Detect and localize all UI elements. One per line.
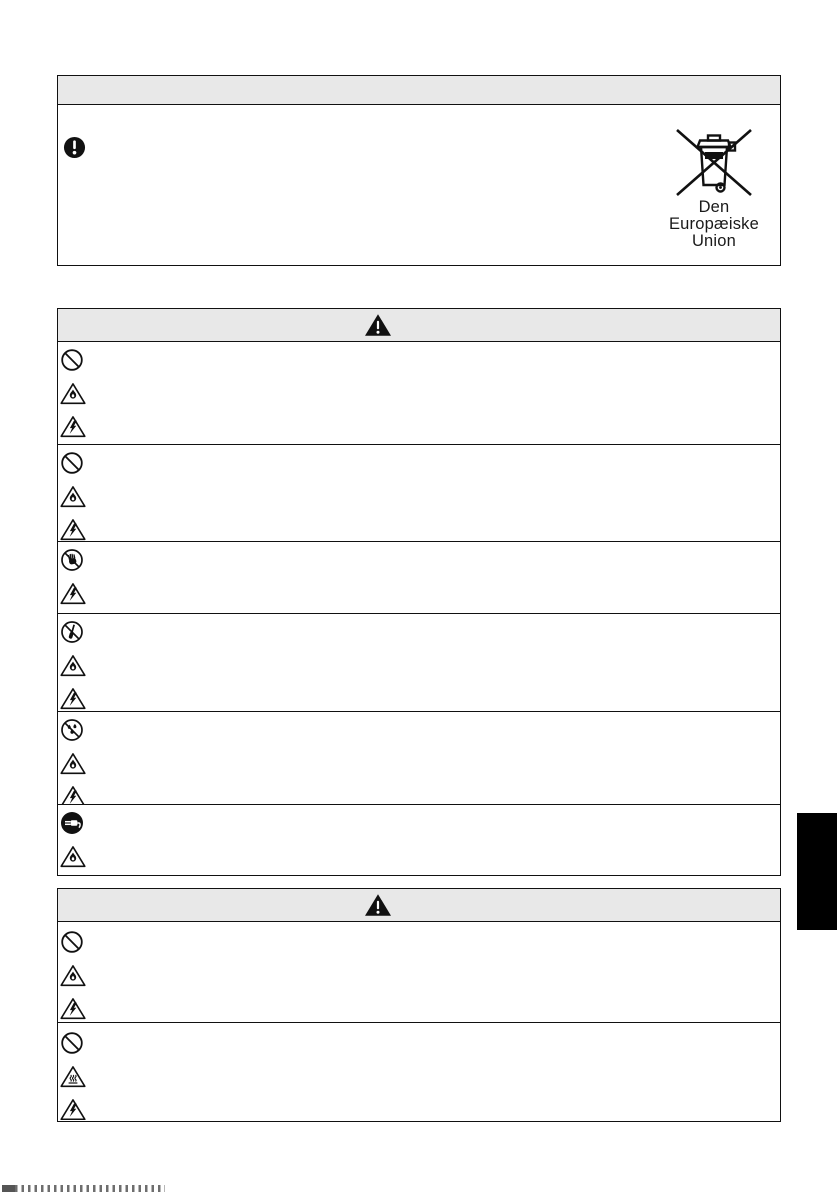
warning-row-icons <box>58 712 86 804</box>
electric-shock-warning-icon <box>60 687 86 710</box>
no-disassemble-icon <box>60 620 86 644</box>
fire-warning-icon <box>60 845 86 868</box>
warning-table-1 <box>57 308 781 876</box>
fire-warning-icon <box>60 964 86 987</box>
page-edge-tab <box>797 813 837 930</box>
warning-row-icons <box>58 445 86 541</box>
prohibition-icon <box>60 348 86 372</box>
warning-row <box>58 444 780 541</box>
warning-row <box>58 711 780 804</box>
notice-box-header <box>58 76 780 104</box>
warning-row <box>58 341 780 444</box>
electric-shock-warning-icon <box>60 582 86 605</box>
mandatory-exclamation-icon <box>63 136 86 159</box>
electric-shock-warning-icon <box>60 518 86 541</box>
electric-shock-warning-icon <box>60 1098 86 1120</box>
warning-row <box>58 804 780 874</box>
warning-row <box>58 541 780 613</box>
electric-shock-warning-icon <box>60 415 86 438</box>
prohibition-icon <box>60 1031 86 1055</box>
warning-row-icons <box>58 922 86 1022</box>
notice-box <box>57 75 781 266</box>
weee-caption-line1: Den Europæiske <box>668 198 760 233</box>
electric-shock-warning-icon <box>60 997 86 1020</box>
prohibition-icon <box>60 451 86 475</box>
unplug-power-icon <box>60 811 86 835</box>
weee-crossed-bin-icon <box>652 125 776 199</box>
warning-row-icons <box>58 542 86 613</box>
warning-row <box>58 613 780 711</box>
fire-warning-icon <box>60 485 86 508</box>
hot-surface-warning-icon <box>60 1065 86 1088</box>
warning-table-1-header <box>58 309 780 341</box>
warning-triangle-icon <box>364 313 392 337</box>
warning-row-icons <box>58 805 86 874</box>
warning-row <box>58 921 780 1022</box>
warning-row-icons <box>58 342 86 444</box>
warning-table-2 <box>57 888 781 1122</box>
prohibition-icon <box>60 930 86 954</box>
electric-shock-warning-icon <box>60 785 86 804</box>
no-touch-icon <box>60 548 86 572</box>
weee-caption-line2: Union <box>691 232 737 250</box>
warning-row-icons <box>58 614 86 711</box>
fire-warning-icon <box>60 654 86 677</box>
fire-warning-icon <box>60 382 86 405</box>
warning-row <box>58 1022 780 1120</box>
fire-warning-icon <box>60 752 86 775</box>
warning-table-2-header <box>58 889 780 921</box>
notice-box-content <box>58 104 780 263</box>
warning-table-2-rows <box>58 921 780 1120</box>
warning-row-icons <box>58 1023 86 1120</box>
warning-table-1-rows <box>58 341 780 874</box>
weee-symbol-block <box>652 125 776 250</box>
clipped-footer-text <box>2 1185 165 1192</box>
warning-triangle-icon <box>364 893 392 917</box>
no-water-icon <box>60 718 86 742</box>
